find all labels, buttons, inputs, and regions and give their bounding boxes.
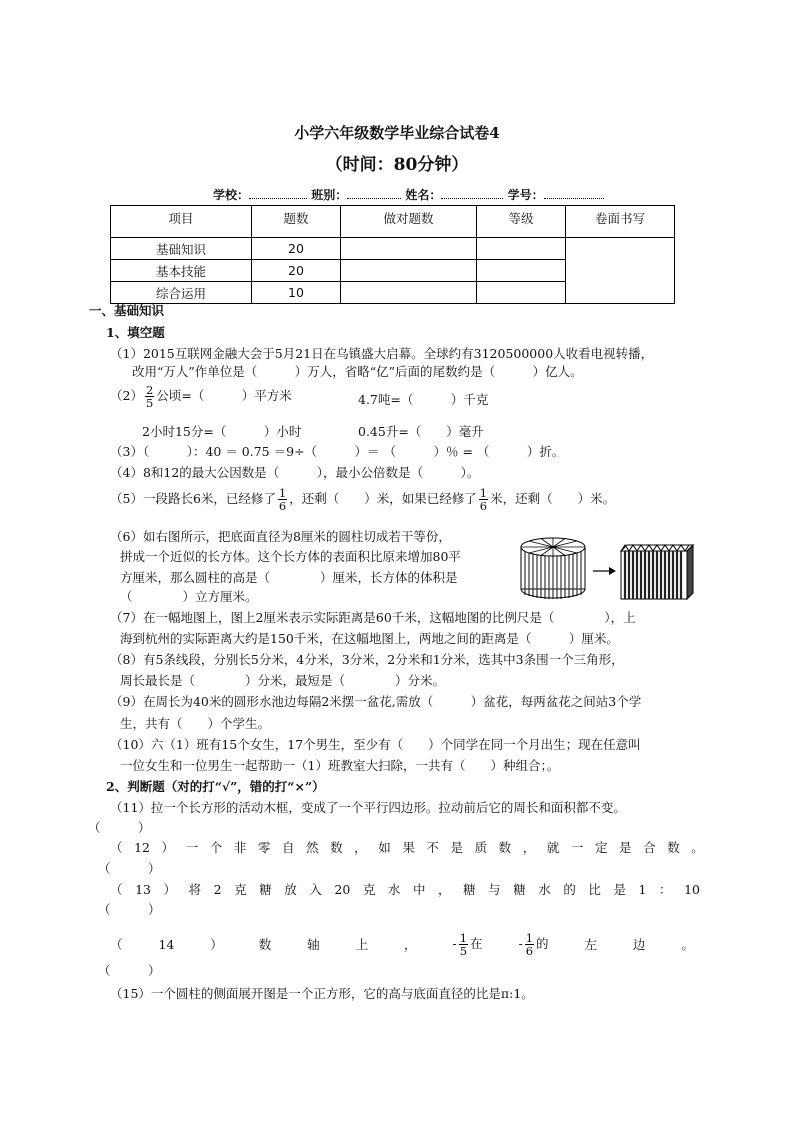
fraction-numerator: 1 <box>525 931 534 945</box>
class-blank[interactable] <box>347 186 401 199</box>
cylinder-figure <box>521 538 585 599</box>
q2-prefix: （2） <box>110 388 143 403</box>
subsection-heading: 2、判断题（对的打“√”，错的打“×”） <box>106 779 325 794</box>
question-1-line1: （1）2015互联网金融大会于5月21日在乌镇盛大启幕。全球约有3120500000人收看电视转播， <box>110 346 654 361</box>
q14-word: 上 <box>355 936 369 952</box>
question-2-line2b: 0.45升=（ ）毫升 <box>358 424 484 439</box>
justified-char: 1 <box>638 882 647 897</box>
question-2-part2: 4.7吨=（ ）千克 <box>358 392 489 407</box>
table-cell: 基本技能 <box>111 260 252 282</box>
justified-char: （ <box>110 840 123 855</box>
q2-part1: 公顷=（ ）平方米 <box>156 388 292 403</box>
q14-number: 14 <box>158 936 175 952</box>
justified-char: 合 <box>643 840 656 855</box>
justified-char: 是 <box>619 840 632 855</box>
justified-char: 将 <box>188 882 202 897</box>
justified-char: 如 <box>378 840 391 855</box>
table-header-cell: 题数 <box>252 206 341 238</box>
q14-fraction-group <box>452 932 482 957</box>
table-cell: 综合运用 <box>111 282 252 304</box>
justified-char: 10 <box>684 882 700 897</box>
cylinder-to-cuboid-figure <box>517 535 697 605</box>
question-2-line1 <box>110 384 292 409</box>
table-cell[interactable] <box>341 238 477 260</box>
question-6-line3: 方厘米，那么圆柱的高是（ ）厘米，长方体的体积是 <box>120 570 458 585</box>
q14-word: 的 <box>536 936 549 951</box>
justified-char: ： <box>659 882 672 897</box>
justified-char: 就 <box>546 840 560 855</box>
fraction-denominator: 6 <box>278 499 287 513</box>
fraction-numerator: 1 <box>459 931 468 945</box>
arrow-icon <box>593 567 616 575</box>
score-table <box>110 205 675 304</box>
fraction-numerator: 2 <box>145 383 154 397</box>
table-row <box>111 238 675 260</box>
justified-char: 比 <box>588 882 601 897</box>
q14-word: 左 <box>584 936 597 952</box>
table-cell: 10 <box>252 282 341 304</box>
justified-char: （ <box>110 882 123 897</box>
justified-char: 质 <box>474 840 488 855</box>
justified-char: 果 <box>402 840 415 855</box>
minus-sign: - <box>452 936 457 951</box>
fraction-denominator: 5 <box>145 396 154 410</box>
table-header-cell: 卷面书写 <box>566 206 675 238</box>
justified-char: 定 <box>594 840 608 855</box>
fraction <box>479 487 488 512</box>
justified-char: 个 <box>209 840 223 855</box>
q14-comma: ， <box>404 936 417 952</box>
justified-char: 。 <box>691 840 704 855</box>
q14-word: 数 <box>258 936 272 952</box>
justified-char: 12 <box>134 840 150 855</box>
q5-text-a: （5）一段路长6米，已经修了 <box>110 491 276 506</box>
fraction-denominator: 6 <box>525 944 534 958</box>
class-label: 班别： <box>311 188 348 202</box>
justified-char: 是 <box>450 840 463 855</box>
question-1-line2: 改用“万人”作单位是（ ）万人，省略“亿”后面的尾数约是（ ）亿人。 <box>132 364 583 379</box>
justified-char: 然 <box>306 840 319 855</box>
q14-word: 轴 <box>307 936 320 952</box>
question-15: （15）一个圆柱的侧面展开图是一个正方形，它的高与底面直径的比是π:1。 <box>110 986 534 1001</box>
table-header-row <box>111 206 675 238</box>
justified-char: 糖 <box>259 882 272 897</box>
justified-char: 的 <box>563 882 576 897</box>
question-12-paren[interactable]: （ ） <box>98 861 161 876</box>
justified-char: 零 <box>257 840 271 855</box>
justified-char: ） <box>161 840 175 855</box>
question-10-line1: （10）六（1）班有15个女生，17个男生，至少有（ ）个同学在同一个月出生；现在任意叫 <box>110 737 641 752</box>
fraction-numerator: 1 <box>278 486 287 500</box>
q14-period: 。 <box>681 936 694 952</box>
justified-char: 一 <box>570 840 584 855</box>
justified-char: 非 <box>233 840 247 855</box>
student-info-line <box>213 186 604 203</box>
subsection-heading: 1、填空题 <box>106 325 165 340</box>
fraction-numerator: 1 <box>479 486 488 500</box>
q14-close-paren: ） <box>210 936 223 952</box>
justified-char: ， <box>354 840 367 855</box>
fraction <box>278 487 287 512</box>
q5-text-b: ，还剩（ ）米，如果已经修了 <box>289 491 477 506</box>
table-cell: 基础知识 <box>111 238 252 260</box>
table-cell[interactable] <box>477 238 566 260</box>
table-header-cell: 等级 <box>477 206 566 238</box>
question-11-paren[interactable]: （ ） <box>88 820 151 835</box>
justified-char: 中 <box>412 882 426 897</box>
justified-char: 糖 <box>513 882 526 897</box>
justified-char: 入 <box>309 882 322 897</box>
justified-char: 不 <box>426 840 439 855</box>
question-3: （3）（ ）：40 ＝ 0.75 ＝9÷（ ）＝ （ ）％ = （ ）折。 <box>110 444 565 459</box>
fraction <box>525 932 534 957</box>
cuboid-figure <box>621 545 693 599</box>
table-cell: 20 <box>252 238 341 260</box>
justified-char: 20 <box>334 882 351 897</box>
school-blank[interactable] <box>249 186 307 199</box>
table-cell[interactable] <box>341 282 477 304</box>
question-4: （4）8和12的最大公因数是（ ），最小公倍数是（ ）。 <box>110 465 480 480</box>
q14-open-paren: （ <box>110 936 123 952</box>
justified-char: 克 <box>362 882 376 897</box>
fraction <box>145 384 154 409</box>
question-10-line2: 一位女生和一位男生一起帮助一（1）班教室大扫除，一共有（ ）种组合；。 <box>120 758 560 773</box>
fraction-denominator: 6 <box>479 499 488 513</box>
table-cell: 20 <box>252 260 341 282</box>
number-blank[interactable] <box>544 186 604 199</box>
number-label: 学号： <box>507 188 544 202</box>
justified-char: 水 <box>387 882 401 897</box>
question-9-line2: 生，共有（ ）个学生。 <box>120 716 271 731</box>
page-subtitle: （时间：80分钟） <box>325 155 469 175</box>
justified-char: ） <box>163 882 177 897</box>
justified-char: 自 <box>281 840 295 855</box>
q14-fraction-group <box>518 932 548 957</box>
name-label: 姓名： <box>405 188 442 202</box>
justified-char: 13 <box>135 882 151 897</box>
fraction <box>459 932 468 957</box>
justified-char: 放 <box>284 882 297 897</box>
question-13-paren[interactable]: （ ） <box>98 902 161 917</box>
question-6-line2: 拼成一个近似的长方体。这个长方体的表面积比原来增加80平 <box>120 549 461 564</box>
question-7-line2: 海到杭州的实际距离大约是150千米，在这幅地图上，两地之间的距离是（ ）厘米。 <box>120 631 619 646</box>
table-cell[interactable] <box>477 282 566 304</box>
question-6-line1: （6）如右图所示，把底面直径为8厘米的圆柱切成若干等份， <box>110 529 451 544</box>
justified-char: 糖 <box>463 882 476 897</box>
justified-char: 数 <box>498 840 512 855</box>
justified-char: 2 <box>213 882 222 897</box>
justified-char: ， <box>522 840 536 855</box>
section-heading: 一、基础知识 <box>89 303 165 318</box>
justified-char: 与 <box>488 882 501 897</box>
justified-char: ， <box>438 882 451 897</box>
table-cell[interactable] <box>566 238 675 304</box>
question-14 <box>110 932 694 957</box>
justified-char: 数 <box>667 840 680 855</box>
question-8-line1: （8）有5条线段，分别长5分米，4分米，3分米，2分米和1分米，选其中3条围一个三角形， <box>110 652 624 667</box>
name-blank[interactable] <box>441 186 503 199</box>
question-7-line1: （7）在一幅地图上，图上2厘米表示实际距离是60千米，这幅地图的比例尺是（ ），上 <box>110 610 636 625</box>
justified-char: 是 <box>613 882 626 897</box>
question-13 <box>110 882 700 898</box>
question-2-line2a: 2小时15分=（ ）小时 <box>142 424 302 439</box>
question-8-line2: 周长最长是（ ）分米，最短是（ ）分米。 <box>120 673 446 688</box>
table-cell[interactable] <box>477 260 566 282</box>
question-5 <box>110 487 615 512</box>
question-14-paren[interactable]: （ ） <box>98 963 161 978</box>
question-11-line1: （11）拉一个长方形的活动木框，变成了一个平行四边形。拉动前后它的周长和面积都不变。 <box>110 800 626 815</box>
justified-char: 克 <box>234 882 247 897</box>
justified-char: 数 <box>330 840 343 855</box>
justified-char: 水 <box>538 882 551 897</box>
q14-word: 边 <box>632 936 646 952</box>
question-12 <box>110 840 704 856</box>
minus-sign: - <box>518 936 523 951</box>
question-6-line4: （ ）立方厘米。 <box>120 589 258 604</box>
fraction-denominator: 5 <box>459 944 468 958</box>
page-title: 小学六年级数学毕业综合试卷4 <box>294 124 500 142</box>
table-header-cell: 做对题数 <box>341 206 477 238</box>
q14-word: 在 <box>470 936 483 951</box>
q5-text-c: 米，还剩（ ）米。 <box>490 491 616 506</box>
justified-char: 一 <box>185 840 199 855</box>
table-cell[interactable] <box>341 260 477 282</box>
school-label: 学校： <box>213 188 250 202</box>
question-9-line1: （9）在周长为40米的圆形水池边每隔2米摆一盆花,需放（ ）盆花，每两盆花之间站3个学 <box>110 694 642 709</box>
table-header-cell: 项目 <box>111 206 252 238</box>
